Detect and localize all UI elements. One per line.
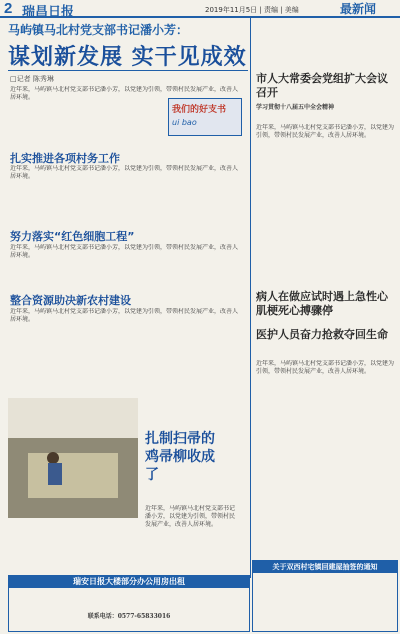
notice-title: 瑞安日报大楼部分办公用房出租 (9, 576, 249, 588)
section-name: 最新闻 (340, 2, 377, 16)
notice-phone: 联系电话：0577-65833016 (87, 613, 171, 620)
story-body: 近年来，马屿镇马北村党支部书记潘小芳，以党建为引领，带领村民发展产业，改善人居环境。 (256, 124, 395, 139)
photo-headline: 扎制扫帚的鸡帚柳收成了 (145, 431, 215, 483)
story-body: 近年来，马屿镇马北村党支部书记潘小芳，以党建为引领，带领村民发展产业，改善人居环境。 (256, 360, 395, 375)
section-heading: 整合资源助决新农村建设 (10, 294, 131, 307)
column-divider (250, 18, 251, 578)
photo-caption: 近年来，马屿镇马北村党支部书记潘小芳，以党建为引领，带领村民发展产业，改善人居环境。 (145, 505, 236, 528)
notice-box (8, 575, 250, 632)
divider (8, 70, 248, 71)
page-number: 2 (4, 0, 13, 17)
article-title: 谋划新发展 实干见成效 (8, 45, 247, 70)
paragraph: 近年来，马屿镇马北村党支部书记潘小芳，以党建为引领，带领村民发展产业，改善人居环境。 (10, 244, 239, 259)
column-label-en: ui bao (172, 118, 197, 127)
section-heading: 努力落实“红色细胞工程” (10, 230, 135, 243)
story-headline: 病人在做应试时遇上急性心肌梗死心搏骤停 (256, 290, 388, 317)
paragraph: 近年来，马屿镇马北村党支部书记潘小芳，以党建为引领，带领村民发展产业，改善人居环境。 (10, 308, 239, 323)
paragraph: 近年来，马屿镇马北村党支部书记潘小芳，以党建为引领，带领村民发展产业，改善人居环境。 (10, 165, 239, 180)
story-subhead: 医护人员奋力抢救夺回生命 (256, 328, 388, 341)
photo-illustration (8, 398, 138, 518)
section-heading: 扎实推进各项村务工作 (10, 152, 120, 165)
story-subhead: 学习贯彻十八届五中全会精神 (256, 104, 335, 111)
header-meta: 2019年11月5日 | 责编 | 美编 (205, 6, 299, 14)
byline: □记者 陈秀琳 (10, 75, 54, 83)
column-badge (168, 98, 242, 136)
field-photo (8, 398, 138, 518)
notice-title: 关于双西村宅镇回建屋抽签的通知 (253, 561, 397, 573)
lead-paragraph: 近年来，马屿镇马北村党支部书记潘小芳，以党建为引领，带领村民发展产业，改善人居环境。 (10, 86, 239, 101)
article-subtitle: 马屿镇马北村党支部书记潘小芳： (8, 23, 189, 37)
column-label: 我们的好支书 (172, 105, 227, 115)
story-headline: 市人大常委会党组扩大会议召开 (256, 72, 388, 99)
notice-box (252, 560, 398, 632)
newspaper-name: 瑞昌日报 (22, 5, 75, 20)
